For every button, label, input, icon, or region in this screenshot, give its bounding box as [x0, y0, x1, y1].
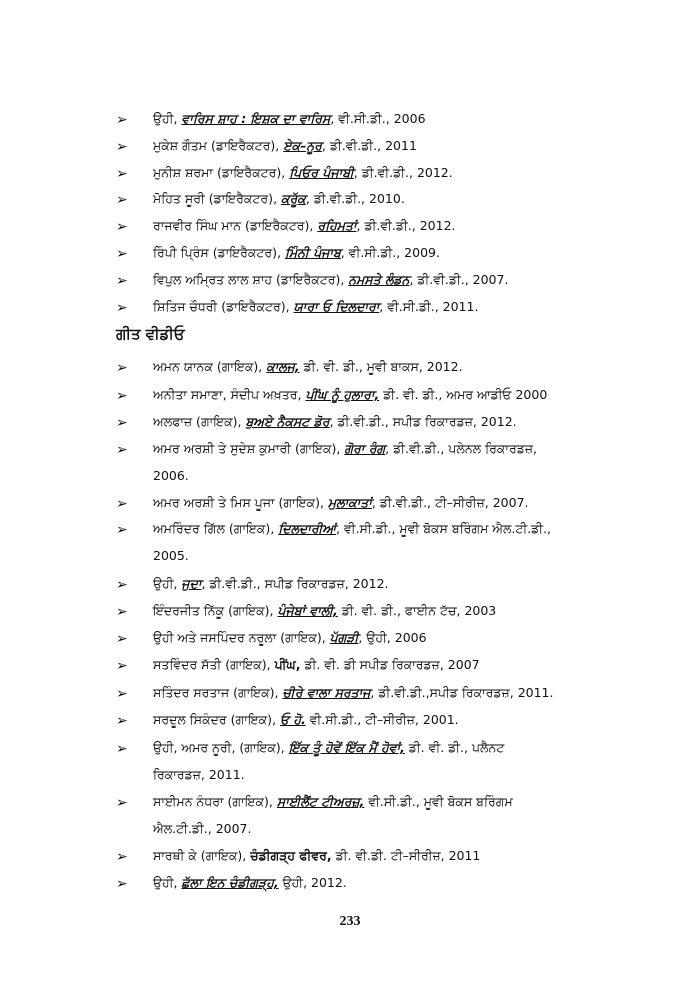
section-heading: ਗੀਤ ਵੀਡੀਓ	[116, 325, 185, 343]
bullet-arrow-icon: ➢	[116, 219, 128, 235]
entry-author: ਸਰਦੂਲ ਸਿਕੰਦਰ (ਗਾਇਕ),	[153, 712, 281, 727]
bullet-arrow-icon: ➢	[116, 166, 128, 182]
list-item	[0, 711, 700, 737]
entry-text	[153, 711, 459, 729]
entry-title: ਓ ਹੋ.	[280, 712, 306, 727]
list-item	[0, 217, 700, 243]
entry-text	[153, 217, 456, 235]
entry-details: , ਡੀ.ਵੀ.ਡੀ., 2012.	[356, 218, 456, 233]
entry-details: , ਡੀ.ਵੀ.ਡੀ., 2012.	[353, 165, 453, 180]
list-item	[0, 440, 700, 483]
list-item	[0, 298, 700, 324]
entry-title: ਪੱਗੜੀ	[329, 630, 359, 645]
entry-title: ਜੁਦਾ	[181, 576, 202, 591]
entry-details: , ਡੀ.ਵੀ.ਡੀ.,ਸਪੀਡ ਰਿਕਾਰਡਜ਼, 2011.	[370, 685, 554, 700]
entry-title: ਚੀਰੇ ਵਾਲਾ ਸਰਤਾਜ	[282, 685, 371, 700]
entry-continuation: 2006.	[153, 468, 189, 483]
entry-title: ਇੱਕ ਤੂੰ ਹੋਵੇਂ ਇੱਕ ਮੈਂ ਹੋਵਾਂ,	[288, 740, 405, 755]
bullet-arrow-icon: ➢	[116, 415, 128, 431]
entry-text	[153, 164, 453, 182]
bullet-arrow-icon: ➢	[116, 112, 128, 128]
entry-author: ਅਨੀਤਾ ਸਮਾਣਾ, ਸੰਦੀਪ ਅਖ਼ਤਰ,	[153, 387, 306, 402]
entry-text	[153, 656, 480, 674]
entry-details: , ਵੀ.ਸੀ.ਡੀ., 2006	[330, 111, 426, 126]
entry-details: , ਵੀ.ਸੀ.ਡੀ., 2011.	[379, 299, 479, 314]
bullet-arrow-icon: ➢	[116, 360, 128, 376]
entry-text	[153, 298, 478, 316]
entry-text	[153, 494, 529, 512]
page-number: 233	[339, 914, 361, 929]
bullet-arrow-icon: ➢	[116, 388, 128, 404]
entry-text	[153, 793, 513, 811]
list-item	[0, 358, 700, 384]
list-item	[0, 874, 700, 900]
entry-details: , ਡੀ.ਵੀ.ਡੀ., 2007.	[409, 272, 509, 287]
entry-details: ਡੀ. ਵੀ. ਡੀ ਸਪੀਡ ਰਿਕਾਰਡਜ਼, 2007	[300, 657, 480, 672]
entry-author: ਇੰਦਰਜੀਤ ਨਿੱਕੂ (ਗਾਇਕ),	[153, 603, 278, 618]
entry-author: ਉਹੀ,	[153, 111, 182, 126]
entry-author: ਰਿੰਪੀ ਪ੍ਰਿੰਸ (ਡਾਇਰੈਕਟਰ),	[153, 245, 286, 260]
entry-title: ਪੰਜੇਬਾਂ ਵਾਲੀ,	[277, 603, 338, 618]
bullet-arrow-icon: ➢	[116, 522, 128, 538]
entry-text	[153, 874, 347, 892]
entry-title: ਪੀਂਘ ਨੂੰ ਹੁਲਾਰਾ,	[305, 387, 380, 402]
list-item	[0, 575, 700, 601]
entry-title: ਨਮਸਤੇ ਲੰਡਨ	[348, 272, 410, 287]
list-item	[0, 494, 700, 520]
bullet-arrow-icon: ➢	[116, 686, 128, 702]
entry-title: ਚੰਡੀਗੜ੍ਹ ਫੀਵਰ,	[250, 848, 332, 863]
bullet-arrow-icon: ➢	[116, 246, 128, 262]
entry-title: ਪਿਓਰ ਪੰਜਾਬੀ	[289, 165, 354, 180]
entry-title: ਕਰੂੱਕ	[281, 191, 306, 206]
entry-author: ਸਤਿੰਦਰ ਸਰਤਾਜ (ਗਾਇਕ),	[153, 685, 283, 700]
list-item	[0, 793, 700, 836]
entry-author: ਮੁਨੀਸ਼ ਸ਼ਰਮਾ (ਡਾਇਰੈਕਟਰ),	[153, 165, 290, 180]
list-item	[0, 739, 700, 782]
entry-text	[153, 575, 389, 593]
entry-author: ਅਲਫਾਜ਼ (ਗਾਇਕ),	[153, 414, 246, 429]
entry-details: , ਡੀ.ਵੀ.ਡੀ., ਟੀ–ਸੀਰੀਜ਼, 2007.	[371, 495, 529, 510]
bullet-arrow-icon: ➢	[116, 713, 128, 729]
entry-text	[153, 110, 426, 128]
entry-title: ਪੀਂਘ,	[274, 657, 301, 672]
entry-text	[153, 271, 508, 289]
entry-details: ਡੀ. ਵੀ. ਡੀ., ਮੂਵੀ ਬਾਕਸ, 2012.	[299, 359, 463, 374]
bullet-arrow-icon: ➢	[116, 192, 128, 208]
entry-author: ਉਹੀ ਅਤੇ ਜਸਪਿੰਦਰ ਨਰੂਲਾ (ਗਾਇਕ),	[153, 630, 330, 645]
entry-text	[153, 520, 551, 538]
entry-details: , ਵੀ.ਸੀ.ਡੀ., 2009.	[340, 245, 440, 260]
list-item	[0, 110, 700, 136]
entry-author: ਸਾਈਮਨ ਨੰਧਰਾ (ਗਾਇਕ),	[153, 794, 277, 809]
entry-text	[153, 386, 547, 404]
entry-title: ਮੁਲਾਕਾਤਾਂ	[327, 495, 372, 510]
entry-author: ਉਹੀ,	[153, 875, 182, 890]
entry-author: ਉਹੀ, ਅਮਰ ਨੂਰੀ, (ਗਾਇਕ),	[153, 740, 289, 755]
entry-details: , ਉਹੀ, 2006	[358, 630, 427, 645]
entry-title: ਯਾਰਾ ਓ ਦਿਲਦਾਰਾ	[293, 299, 380, 314]
list-item	[0, 413, 700, 439]
entry-details: , ਡੀ.ਵੀ.ਡੀ., ਸਪੀਡ ਰਿਕਾਰਡਜ਼, 2012.	[329, 414, 517, 429]
entry-author: ਉਹੀ,	[153, 576, 182, 591]
entry-details: , ਡੀ.ਵੀ.ਡੀ., 2011	[321, 138, 417, 153]
bullet-arrow-icon: ➢	[116, 577, 128, 593]
entry-author: ਮੁਕੇਸ਼ ਗੌਤਮ (ਡਾਇਰੈਕਟਰ),	[153, 138, 284, 153]
list-item	[0, 164, 700, 190]
bullet-arrow-icon: ➢	[116, 442, 128, 458]
list-item	[0, 190, 700, 216]
entry-author: ਸ਼ਿਤਿਜ ਚੌਧਰੀ (ਡਾਇਰੈਕਟਰ),	[153, 299, 294, 314]
list-item	[0, 271, 700, 297]
entry-title: ਦਿਲਦਾਰੀਆਂ	[278, 521, 337, 536]
bullet-arrow-icon: ➢	[116, 876, 128, 892]
entry-continuation: ਰਿਕਾਰਡਜ਼, 2011.	[153, 767, 245, 782]
bullet-arrow-icon: ➢	[116, 300, 128, 316]
bullet-arrow-icon: ➢	[116, 849, 128, 865]
entry-continuation: 2005.	[153, 548, 189, 563]
entry-details: , ਡੀ.ਵੀ.ਡੀ., ਪਲੇਨਲ ਰਿਕਾਰਡਜ਼,	[385, 441, 537, 456]
entry-author: ਅਮਰਿੰਦਰ ਗਿੱਲ (ਗਾਇਕ),	[153, 521, 279, 536]
bullet-arrow-icon: ➢	[116, 273, 128, 289]
entry-text	[153, 190, 405, 208]
entry-details: ਵੀ.ਸੀ.ਡੀ., ਟੀ–ਸੀਰੀਜ਼, 2001.	[305, 712, 459, 727]
entry-title: ਮਿੰਨੀ ਪੰਜਾਬ	[285, 245, 341, 260]
entry-details: ਡੀ. ਵੀ.ਡੀ. ਟੀ–ਸੀਰੀਜ਼, 2011	[331, 848, 481, 863]
list-item	[0, 847, 700, 873]
entry-text	[153, 358, 463, 376]
list-item	[0, 629, 700, 655]
bullet-arrow-icon: ➢	[116, 604, 128, 620]
list-item	[0, 386, 700, 412]
entry-title: ਬੁਅਏ ਨੈਕਸਟ ਡੋਰ	[245, 414, 330, 429]
entry-details: , ਵੀ.ਸੀ.ਡੀ., ਮੂਵੀ ਬੋਕਸ ਬਰਿੰਗਮ ਐਲ.ਟੀ.ਡੀ.,	[336, 521, 552, 536]
entry-title: ਵਾਰਿਸ ਸ਼ਾਹ : ਇਸ਼ਕ ਦਾ ਵਾਰਿਸ	[181, 111, 331, 126]
bullet-arrow-icon: ➢	[116, 795, 128, 811]
entry-author: ਅਮਰ ਅਰਸ਼ੀ ਤੇ ਮਿਸ ਪੂਜਾ (ਗਾਇਕ),	[153, 495, 328, 510]
bullet-arrow-icon: ➢	[116, 139, 128, 155]
entry-details: , ਡੀ.ਵੀ.ਡੀ., ਸਪੀਡ ਰਿਕਾਰਡਜ਼, 2012.	[201, 576, 389, 591]
bullet-arrow-icon: ➢	[116, 741, 128, 757]
list-item	[0, 137, 700, 163]
entry-author: ਅਮਰ ਅਰਸ਼ੀ ਤੇ ਸੁਦੇਸ਼ ਕੁਮਾਰੀ (ਗਾਇਕ),	[153, 441, 345, 456]
list-item	[0, 684, 700, 710]
entry-text	[153, 244, 440, 262]
entry-details: ਡੀ. ਵੀ. ਡੀ., ਪਲੈਨਟ	[404, 740, 505, 755]
entry-author: ਵਿਪੁਲ ਅਮ੍ਰਿਤ ਲਾਲ ਸ਼ਾਹ (ਡਾਇਰੈਕਟਰ),	[153, 272, 349, 287]
entry-title: ਏਕ–ਨੂਰ	[283, 138, 322, 153]
entry-author: ਸਾਰਥੀ ਕੇ (ਗਾਇਕ),	[153, 848, 251, 863]
entry-text	[153, 137, 417, 155]
entry-details: ਵੀ.ਸੀ.ਡੀ., ਮੂਵੀ ਬੋਕਸ ਬਰਿੰਗਮ	[364, 794, 513, 809]
list-item	[0, 602, 700, 628]
entry-text	[153, 413, 517, 431]
entry-details: ਉਹੀ, 2012.	[278, 875, 347, 890]
entry-title: ਸਾਈਲੈਂਟ ਟੀਅਰਜ਼,	[276, 794, 365, 809]
entry-author: ਰਾਜਵੀਰ ਸਿੰਘ ਮਾਨ (ਡਾਇਰੈਕਟਰ),	[153, 218, 318, 233]
entry-title: ਰਹਿਮਤਾਂ	[317, 218, 357, 233]
bullet-arrow-icon: ➢	[116, 496, 128, 512]
entry-text	[153, 440, 537, 458]
entry-title: ਗੋਰਾ ਰੰਗ	[344, 441, 386, 456]
entry-text	[153, 739, 504, 757]
entry-text	[153, 602, 496, 620]
entry-author: ਮੋਹਿਤ ਸੂਰੀ (ਡਾਇਰੈਕਟਰ),	[153, 191, 282, 206]
entry-details: ਡੀ. ਵੀ. ਡੀ., ਫਾਈਨ ਟੱਚ, 2003	[337, 603, 497, 618]
entry-title: ਛੱਲਾ ਇਨ ਚੰਡੀਗੜ੍ਹ,	[181, 875, 279, 890]
bullet-arrow-icon: ➢	[116, 631, 128, 647]
bullet-arrow-icon: ➢	[116, 658, 128, 674]
entry-details: , ਡੀ.ਵੀ.ਡੀ., 2010.	[305, 191, 405, 206]
list-item	[0, 520, 700, 563]
entry-author: ਸਤਵਿੰਦਰ ਸੱਤੀ (ਗਾਇਕ),	[153, 657, 275, 672]
entry-details: ਡੀ. ਵੀ. ਡੀ., ਅਮਰ ਆਡੀਓ 2000	[379, 387, 548, 402]
entry-text	[153, 684, 553, 702]
entry-author: ਅਮਨ ਯਾਨਕ (ਗਾਇਕ),	[153, 359, 267, 374]
entry-text	[153, 847, 480, 865]
list-item	[0, 244, 700, 270]
entry-continuation: ਐਲ.ਟੀ.ਡੀ., 2007.	[153, 821, 252, 836]
list-item	[0, 656, 700, 682]
entry-text	[153, 629, 427, 647]
entry-title: ਕਾਲਜ,	[266, 359, 300, 374]
